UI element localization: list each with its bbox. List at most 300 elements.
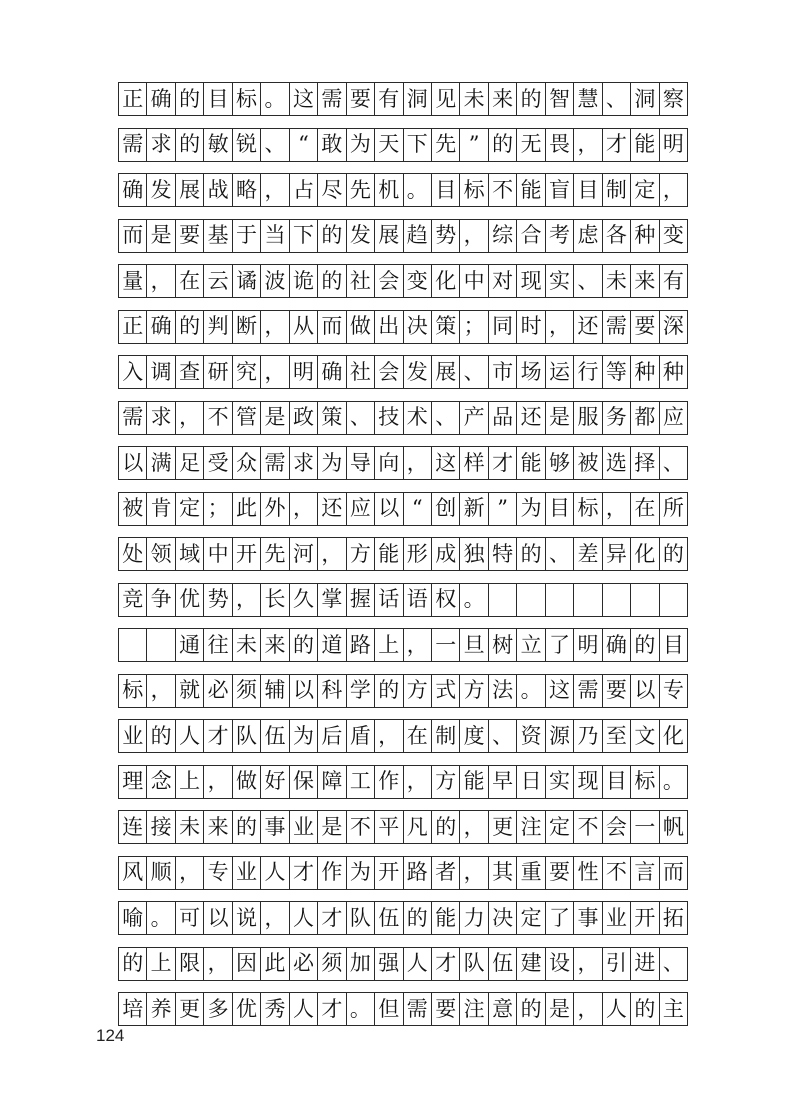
grid-cell: 战: [204, 174, 232, 206]
grid-cell: 智: [546, 83, 574, 115]
grid-cell: 成: [432, 538, 460, 570]
grid-cell: 机: [375, 174, 403, 206]
grid-cell: ，: [176, 857, 204, 889]
grid-cell: 才: [204, 720, 232, 752]
grid-cell: 服: [574, 402, 602, 434]
grid-cell: 科: [318, 675, 346, 707]
grid-cell: 目: [574, 174, 602, 206]
grid-cell: 下: [290, 220, 318, 252]
grid-cell: 限: [176, 948, 204, 980]
grid-cell: 时: [517, 311, 545, 343]
grid-cell: 、: [460, 356, 488, 388]
grid-cell: 定: [546, 811, 574, 843]
grid-cell: 于: [233, 220, 261, 252]
grid-cell: 以: [119, 447, 147, 479]
grid-cell: ，: [662, 177, 684, 202]
grid-cell: 考: [546, 220, 574, 252]
grid-cell: 是: [318, 811, 346, 843]
grid-cell: 策: [318, 402, 346, 434]
grid-cell: [660, 584, 687, 616]
grid-cell: 量: [119, 265, 147, 297]
grid-cell: 中: [460, 265, 488, 297]
grid-cell: 确: [147, 83, 175, 115]
grid-cell: 伍: [261, 720, 289, 752]
manuscript-row: [118, 355, 688, 389]
grid-cell: 在: [631, 493, 659, 525]
manuscript-row: [118, 628, 688, 662]
grid-cell: ，: [404, 766, 432, 798]
grid-cell: 等: [603, 356, 631, 388]
grid-cell: ，: [261, 174, 289, 206]
grid-cell: 正: [119, 83, 147, 115]
grid-cell: 。: [261, 83, 289, 115]
grid-cell: 来: [204, 811, 232, 843]
grid-cell: 来: [261, 629, 289, 661]
grid-cell: 运: [546, 356, 574, 388]
grid-cell: 断: [233, 311, 261, 343]
grid-cell: 人: [176, 720, 204, 752]
grid-cell: 的: [176, 83, 204, 115]
grid-cell: 以: [375, 493, 403, 525]
grid-cell: 是: [261, 402, 289, 434]
grid-cell: 开: [233, 538, 261, 570]
grid-cell: 导: [347, 447, 375, 479]
grid-cell: 专: [662, 678, 684, 702]
grid-cell: 做: [233, 766, 261, 798]
grid-cell: 因: [233, 948, 261, 980]
grid-cell: 接: [147, 811, 175, 843]
grid-cell: 。: [404, 174, 432, 206]
grid-cell: 注: [460, 993, 488, 1025]
manuscript-row: [118, 219, 688, 253]
grid-cell: 早: [489, 766, 517, 798]
grid-cell: 上: [375, 629, 403, 661]
grid-cell: 需: [603, 311, 631, 343]
page-number: 124: [96, 1026, 125, 1045]
grid-cell: 竞: [119, 584, 147, 616]
grid-cell: ，: [318, 538, 346, 570]
grid-cell: 队: [460, 948, 488, 980]
grid-cell: 社: [347, 356, 375, 388]
grid-cell: 发: [147, 174, 175, 206]
grid-cell: 为: [517, 493, 545, 525]
grid-cell: ，: [176, 402, 204, 434]
grid-cell: 方: [347, 538, 375, 570]
grid-cell: 语: [404, 584, 432, 616]
grid-cell: 变: [662, 223, 684, 247]
grid-cell: 够: [546, 447, 574, 479]
grid-cell: 业: [233, 857, 261, 889]
grid-cell: 工: [347, 766, 375, 798]
grid-cell: 从: [290, 311, 318, 343]
grid-cell: 占: [290, 174, 318, 206]
grid-cell: 还: [574, 311, 602, 343]
grid-cell: 尽: [318, 174, 346, 206]
grid-cell: 才: [318, 902, 346, 934]
grid-cell: 天: [375, 129, 403, 161]
manuscript-row: [118, 310, 688, 344]
grid-cell: 了: [546, 902, 574, 934]
grid-cell: 种: [662, 359, 684, 384]
grid-cell: 一: [432, 629, 460, 661]
grid-cell: 这: [546, 675, 574, 707]
grid-cell: 的: [119, 948, 147, 980]
grid-cell: 的: [233, 811, 261, 843]
grid-cell: 不: [603, 857, 631, 889]
grid-cell: 连: [119, 811, 147, 843]
grid-cell: 但: [375, 993, 403, 1025]
grid-cell: 辅: [261, 675, 289, 707]
grid-cell: 入: [119, 356, 147, 388]
grid-cell: 品: [489, 402, 517, 434]
grid-cell: 引: [603, 948, 631, 980]
grid-cell: 形: [404, 538, 432, 570]
grid-cell: 顺: [147, 857, 175, 889]
grid-cell: 才: [489, 447, 517, 479]
grid-cell: 要: [631, 311, 659, 343]
grid-cell: 注: [517, 811, 545, 843]
grid-cell: 目: [603, 766, 631, 798]
grid-cell: 标: [631, 766, 659, 798]
grid-cell: 敏: [204, 129, 232, 161]
grid-cell: 以: [290, 675, 318, 707]
grid-cell: ，: [147, 265, 175, 297]
grid-cell: 人: [603, 993, 631, 1025]
grid-cell: 明: [574, 629, 602, 661]
grid-cell: ，: [404, 629, 432, 661]
grid-cell: 究: [233, 356, 261, 388]
grid-cell: 方: [432, 766, 460, 798]
grid-cell: 需: [119, 129, 147, 161]
grid-cell: 管: [233, 402, 261, 434]
grid-cell: 必: [290, 948, 318, 980]
grid-cell: 策: [432, 311, 460, 343]
grid-cell: 察: [662, 86, 684, 111]
grid-cell: 才: [290, 857, 318, 889]
grid-cell: 展: [375, 220, 403, 252]
grid-cell: 锐: [233, 129, 261, 161]
grid-cell: 资: [517, 720, 545, 752]
grid-cell: 的: [176, 311, 204, 343]
grid-cell: 事: [261, 811, 289, 843]
manuscript-row: [118, 446, 688, 480]
grid-cell: 长: [261, 584, 289, 616]
grid-cell: 标: [574, 493, 602, 525]
grid-cell: 判: [204, 311, 232, 343]
grid-cell: 会: [375, 265, 403, 297]
grid-cell: 先: [261, 538, 289, 570]
grid-cell: 的: [662, 541, 684, 566]
grid-cell: 未: [603, 265, 631, 297]
grid-cell: 力: [460, 902, 488, 934]
grid-cell: 权: [432, 584, 460, 616]
grid-cell: 、: [574, 265, 602, 297]
grid-cell: 敢: [318, 129, 346, 161]
grid-cell: 特: [489, 538, 517, 570]
grid-cell: 场: [517, 356, 545, 388]
grid-cell: 盾: [347, 720, 375, 752]
grid-cell: 式: [432, 675, 460, 707]
grid-cell: ”: [460, 129, 488, 161]
grid-cell: 才: [318, 993, 346, 1025]
grid-cell: 喻: [119, 902, 147, 934]
grid-cell: 须: [318, 948, 346, 980]
grid-cell: 作: [375, 766, 403, 798]
grid-cell: ，: [546, 311, 574, 343]
grid-cell: 加: [347, 948, 375, 980]
grid-cell: 建: [517, 948, 545, 980]
grid-cell: 多: [204, 993, 232, 1025]
grid-cell: 确: [147, 311, 175, 343]
grid-cell: 目: [662, 632, 684, 657]
grid-cell: 障: [318, 766, 346, 798]
grid-cell: 被: [119, 493, 147, 525]
grid-cell: 重: [517, 857, 545, 889]
grid-cell: 为: [347, 129, 375, 161]
grid-cell: ，: [574, 993, 602, 1025]
grid-cell: 此: [261, 948, 289, 980]
grid-cell: 能: [460, 766, 488, 798]
grid-cell: 社: [347, 265, 375, 297]
grid-cell: 明: [290, 356, 318, 388]
grid-cell: 正: [119, 311, 147, 343]
grid-cell: 树: [489, 629, 517, 661]
grid-cell: 乃: [574, 720, 602, 752]
grid-cell: 标: [119, 675, 147, 707]
grid-cell: 的: [290, 629, 318, 661]
grid-cell: [603, 584, 631, 616]
grid-cell: 而: [318, 311, 346, 343]
grid-cell: 基: [204, 220, 232, 252]
grid-cell: 文: [631, 720, 659, 752]
grid-cell: 伍: [375, 902, 403, 934]
grid-cell: 话: [375, 584, 403, 616]
grid-cell: 被: [574, 447, 602, 479]
grid-cell: 。: [347, 993, 375, 1025]
grid-cell: 制: [603, 174, 631, 206]
grid-cell: 未: [460, 83, 488, 115]
grid-cell: 异: [603, 538, 631, 570]
grid-cell: 开: [375, 857, 403, 889]
grid-cell: ，: [574, 948, 602, 980]
grid-cell: 确: [119, 174, 147, 206]
grid-cell: 见: [432, 83, 460, 115]
grid-cell: 是: [546, 402, 574, 434]
grid-cell: 。: [147, 902, 175, 934]
grid-cell: 队: [233, 720, 261, 752]
grid-cell: 才: [432, 948, 460, 980]
grid-cell: 法: [489, 675, 517, 707]
grid-cell: ，: [460, 857, 488, 889]
grid-cell: 能: [517, 174, 545, 206]
grid-cell: 展: [432, 356, 460, 388]
grid-cell: 不: [489, 174, 517, 206]
grid-cell: 做: [347, 311, 375, 343]
manuscript-row: [118, 173, 688, 207]
grid-cell: 明: [662, 132, 684, 156]
grid-cell: 业: [290, 811, 318, 843]
grid-cell: 为: [318, 447, 346, 479]
grid-cell: 势: [204, 584, 232, 616]
grid-cell: 一: [631, 811, 659, 843]
grid-cell: 人: [261, 857, 289, 889]
grid-cell: 需: [119, 402, 147, 434]
grid-cell: 趋: [404, 220, 432, 252]
grid-cell: ，: [460, 220, 488, 252]
grid-cell: 先: [432, 129, 460, 161]
grid-cell: [631, 584, 659, 616]
grid-cell: 先: [347, 174, 375, 206]
grid-cell: 向: [375, 447, 403, 479]
grid-cell: 的: [176, 129, 204, 161]
grid-cell: 立: [517, 629, 545, 661]
grid-cell: 性: [574, 857, 602, 889]
grid-cell: 中: [204, 538, 232, 570]
grid-cell: 行: [574, 356, 602, 388]
grid-cell: 这: [290, 83, 318, 115]
grid-cell: 方: [404, 675, 432, 707]
grid-cell: 综: [489, 220, 517, 252]
grid-cell: 就: [176, 675, 204, 707]
grid-cell: 要: [176, 220, 204, 252]
grid-cell: 种: [631, 356, 659, 388]
grid-cell: 理: [119, 766, 147, 798]
grid-cell: 可: [176, 902, 204, 934]
grid-cell: 、: [489, 720, 517, 752]
grid-cell: 养: [147, 993, 175, 1025]
grid-cell: 道: [318, 629, 346, 661]
grid-cell: 往: [204, 629, 232, 661]
grid-cell: 是: [546, 993, 574, 1025]
grid-cell: 决: [489, 902, 517, 934]
grid-cell: 会: [603, 811, 631, 843]
grid-cell: 术: [404, 402, 432, 434]
grid-cell: 业: [119, 720, 147, 752]
grid-cell: 新: [460, 493, 488, 525]
grid-cell: 变: [404, 265, 432, 297]
grid-cell: 需: [261, 447, 289, 479]
grid-cell: 有: [662, 268, 684, 293]
grid-cell: 伍: [489, 948, 517, 980]
grid-cell: [147, 629, 175, 661]
grid-cell: 产: [460, 402, 488, 434]
grid-cell: 求: [147, 129, 175, 161]
grid-cell: 能: [631, 129, 659, 161]
grid-cell: ，: [147, 675, 175, 707]
grid-cell: 路: [404, 857, 432, 889]
grid-cell: 各: [603, 220, 631, 252]
grid-cell: ，: [574, 129, 602, 161]
grid-cell: ；: [460, 311, 488, 343]
grid-cell: 制: [432, 720, 460, 752]
grid-cell: 略: [233, 174, 261, 206]
grid-cell: 创: [432, 493, 460, 525]
grid-cell: [119, 629, 147, 661]
manuscript-row: [118, 492, 688, 526]
grid-cell: 的: [375, 675, 403, 707]
manuscript-row: [118, 992, 688, 1026]
grid-cell: 更: [176, 993, 204, 1025]
grid-cell: 拓: [662, 905, 684, 930]
grid-cell: 处: [119, 538, 147, 570]
grid-cell: 技: [375, 402, 403, 434]
grid-cell: 的: [404, 902, 432, 934]
grid-cell: 合: [517, 220, 545, 252]
grid-cell: 选: [603, 447, 631, 479]
grid-cell: 同: [489, 311, 517, 343]
grid-cell: 的: [517, 538, 545, 570]
grid-cell: 人: [290, 993, 318, 1025]
grid-cell: 业: [603, 902, 631, 934]
grid-cell: 化: [662, 723, 684, 748]
grid-cell: 人: [290, 902, 318, 934]
grid-cell: 设: [546, 948, 574, 980]
grid-cell: [546, 584, 574, 616]
grid-cell: 河: [290, 538, 318, 570]
grid-cell: 在: [404, 720, 432, 752]
grid-cell: 为: [290, 720, 318, 752]
manuscript-row: [118, 583, 688, 617]
manuscript-row: [118, 264, 688, 298]
grid-cell: 调: [147, 356, 175, 388]
grid-cell: 的: [517, 993, 545, 1025]
grid-cell: 为: [347, 857, 375, 889]
grid-cell: 样: [460, 447, 488, 479]
grid-cell: 的: [147, 720, 175, 752]
grid-cell: 政: [290, 402, 318, 434]
grid-cell: ，: [375, 720, 403, 752]
grid-cell: 以: [631, 675, 659, 707]
grid-cell: 未: [176, 811, 204, 843]
manuscript-row: [118, 719, 688, 753]
grid-cell: 的: [432, 811, 460, 843]
grid-cell: 念: [147, 766, 175, 798]
grid-cell: 市: [489, 356, 517, 388]
grid-cell: 实: [546, 265, 574, 297]
grid-cell: ，: [404, 447, 432, 479]
manuscript-row: [118, 856, 688, 890]
grid-cell: 出: [375, 311, 403, 343]
grid-cell: 旦: [460, 629, 488, 661]
grid-cell: 应: [662, 405, 684, 429]
grid-cell: 风: [119, 857, 147, 889]
grid-cell: 发: [347, 220, 375, 252]
grid-cell: 定: [517, 902, 545, 934]
grid-cell: 好: [261, 766, 289, 798]
grid-cell: 未: [233, 629, 261, 661]
grid-cell: 培: [119, 993, 147, 1025]
grid-cell: 对: [489, 265, 517, 297]
grid-cell: 保: [290, 766, 318, 798]
grid-cell: 择: [631, 447, 659, 479]
grid-cell: ”: [489, 493, 517, 525]
manuscript-row: [118, 901, 688, 935]
grid-cell: 都: [631, 402, 659, 434]
grid-cell: 标: [460, 174, 488, 206]
grid-cell: 盲: [546, 174, 574, 206]
grid-cell: ，: [261, 902, 289, 934]
grid-cell: 独: [460, 538, 488, 570]
grid-cell: 求: [147, 402, 175, 434]
grid-cell: 上: [147, 948, 175, 980]
manuscript-row: [118, 82, 688, 116]
grid-cell: ，: [261, 311, 289, 343]
grid-cell: 作: [318, 857, 346, 889]
grid-cell: 队: [347, 902, 375, 934]
grid-cell: ；: [204, 493, 232, 525]
grid-cell: ，: [233, 584, 261, 616]
grid-cell: “: [404, 493, 432, 525]
